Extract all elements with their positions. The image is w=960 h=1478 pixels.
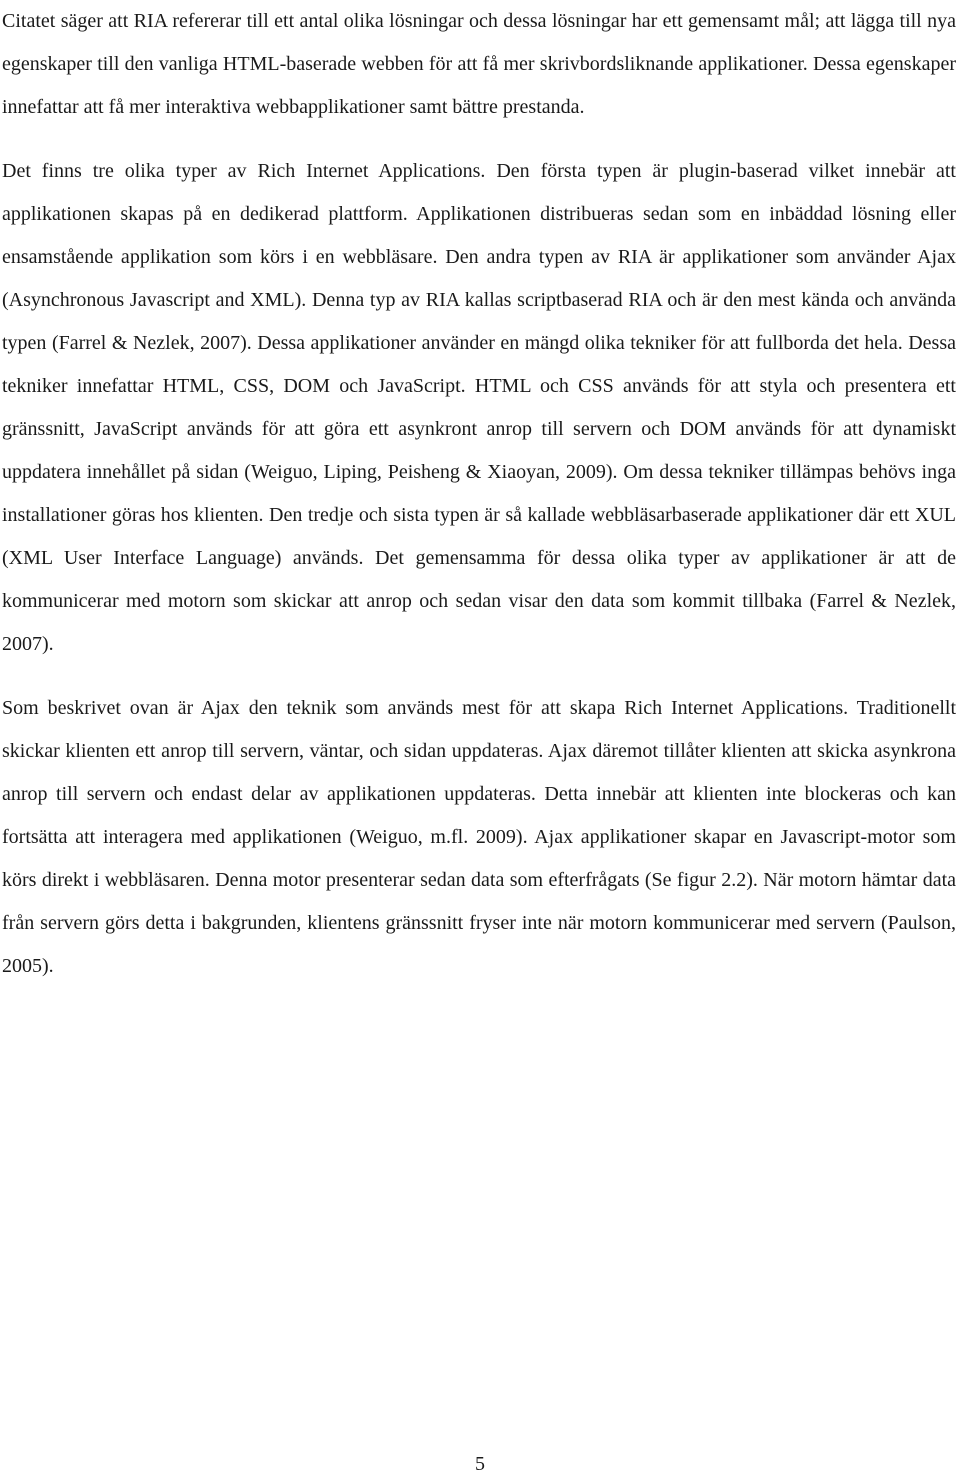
paragraph-ria-citation: Citatet säger att RIA refererar till ett antal olika lösningar och dessa lösningar har ett gemensamt mål; att lägga till nya egenskaper till den vanliga HTML-baserade webben för att få mer skrivbordsliknande applikationer. Dessa egenskaper innefattar att få mer interaktiva webbapplikationer samt bättre prestanda. bbox=[2, 10, 956, 118]
paragraph-ajax: Som beskrivet ovan är Ajax den teknik som används mest för att skapa Rich Internet Applications. Traditionellt skickar klienten ett anrop till servern, väntar, och sidan uppdateras. Ajax däremot tillåter klienten att skicka asynkrona anrop till servern och endast delar av applikationen uppdateras. Detta innebär att klienten inte blockeras och kan fortsätta att interagera med applikationen (Weiguo, m.fl. 2009). Ajax applikationer skapar en Javascript-motor som körs direkt i webbläsaren. Denna motor presenterar sedan data som efterfrågats (Se figur 2.2). När motorn hämtar data från servern görs detta i bakgrunden, klientens gränssnitt fryser inte när motorn kommunicerar med servern (Paulson, 2005). bbox=[2, 697, 956, 977]
body-text bbox=[2, 0, 956, 988]
paragraph-ria-types: Det finns tre olika typer av Rich Internet Applications. Den första typen är plugin-baserad vilket innebär att applikationen skapas på en dedikerad plattform. Applikationen distribueras sedan som en inbäddad lösning eller ensamstående applikation som körs i en webbläsare. Den andra typen av RIA är applikationer som använder Ajax (Asynchronous Javascript and XML). Denna typ av RIA kallas scriptbaserad RIA och är den mest kända och använda typen (Farrel & Nezlek, 2007). Dessa applikationer använder en mängd olika tekniker för att fullborda det hela. Dessa tekniker innefattar HTML, CSS, DOM och JavaScript. HTML och CSS används för att styla och presentera ett gränssnitt, JavaScript används för att göra ett asynkront anrop till servern och DOM används för att dynamiskt uppdatera innehållet på sidan (Weiguo, Liping, Peisheng & Xiaoyan, 2009). Om dessa tekniker tillämpas behövs inga installationer göras hos klienten. Den tredje och sista typen är så kallade webbläsarbaserade applikationer där ett XUL (XML User Interface Language) används. Det gemensamma för dessa olika typer av applikationer är att de kommunicerar med motorn som skickar att anrop och sedan visar den data som kommit tillbaka (Farrel & Nezlek, 2007). bbox=[2, 160, 956, 655]
page-number: 5 bbox=[475, 1453, 485, 1475]
